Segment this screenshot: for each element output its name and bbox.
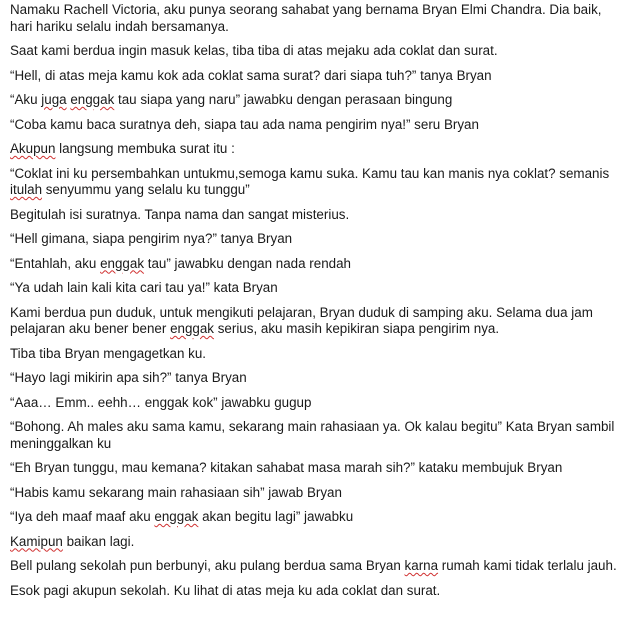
paragraph-text: senyummu yang selalu ku tunggu” (42, 182, 250, 197)
paragraph-text: “Coba kamu baca suratnya deh, siapa tau ada nama pengirim nya!” seru Bryan (10, 116, 479, 132)
paragraph-text: Begitulah isi suratnya. Tanpa nama dan sangat misterius. (10, 206, 350, 222)
paragraph-text: Bell pulang sekolah pun berbunyi, aku pulang berdua sama Bryan (10, 558, 405, 573)
paragraph-text: serius, aku masih kepikiran siapa pengirim nya. (214, 321, 500, 336)
paragraph-text: “Entahlah, aku (10, 255, 101, 271)
story-paragraph (10, 305, 625, 338)
paragraph-text: Tiba tiba Bryan mengagetkan ku. (10, 345, 207, 361)
paragraph-text: rumah kami tidak terlalu jauh. (438, 558, 617, 573)
story-paragraph (10, 583, 625, 600)
paragraph-text: Kami berdua pun duduk, untuk mengikuti pelajaran, Bryan duduk di samping aku. Selama dua jam pelajaran aku bener bener (10, 304, 593, 336)
story-paragraph (10, 280, 625, 297)
story-paragraph (10, 395, 625, 412)
story-paragraph (10, 558, 625, 575)
story-paragraph (10, 68, 625, 85)
paragraph-text: “Eh Bryan tunggu, mau kemana? kitakan sahabat masa marah sih?” kataku membujuk Bryan (10, 460, 563, 475)
story-paragraph (10, 346, 625, 363)
story-paragraph (10, 231, 625, 248)
paragraph-text: “Hell gimana, siapa pengirim nya?” tanya Bryan (10, 231, 293, 246)
story-paragraph (10, 92, 625, 109)
story-paragraph (10, 117, 625, 134)
misspelled-word: itulah (10, 182, 43, 197)
story-paragraph (10, 166, 625, 199)
paragraph-text: “Coklat ini ku persembahkan untukmu,semoga kamu suka. Kamu tau kan manis nya coklat? semanis (10, 165, 610, 181)
story-paragraph (10, 419, 625, 452)
paragraph-text: Saat kami berdua ingin masuk kelas, tiba tiba di atas mejaku ada coklat dan surat. (10, 43, 498, 58)
misspelled-word: Akupun (10, 141, 56, 156)
paragraph-text: langsung membuka surat itu : (55, 141, 235, 156)
story-paragraph (10, 534, 625, 551)
paragraph-text: “Hayo lagi mikirin apa sih?” tanya Bryan (10, 370, 247, 385)
paragraph-text: tau siapa yang naru” jawabku dengan perasaan bingung (114, 92, 453, 107)
paragraph-text: tau” jawabku dengan nada rendah (144, 255, 351, 271)
paragraph-text: “Hell, di atas meja kamu kok ada coklat sama surat? dari siapa tuh?” tanya Bryan (10, 67, 492, 83)
misspelled-word: enggak (100, 255, 145, 271)
paragraph-text: Namaku Rachell Victoria, aku punya seorang sahabat yang bernama Bryan Elmi Chandra. Dia baik, hari hariku selalu indah bersamanya. (10, 2, 602, 34)
paragraph-text: akan begitu lagi” jawabku (198, 509, 354, 524)
story-paragraph (10, 141, 625, 158)
misspelled-word: Kamipun (10, 533, 63, 549)
misspelled-word: enggak (70, 92, 115, 107)
story-paragraph (10, 43, 625, 60)
story-paragraph (10, 460, 625, 477)
paragraph-text: Esok pagi akupun sekolah. Ku lihat di atas meja ku ada coklat dan surat. (10, 582, 441, 598)
paragraph-text: “Aaa… Emm.. eehh… enggak kok” jawabku gugup (10, 394, 312, 410)
misspelled-word: karna (404, 558, 439, 573)
story-paragraph (10, 207, 625, 224)
story-paragraph (10, 509, 625, 526)
misspelled-word: enggak (170, 321, 214, 336)
story-paragraph (10, 370, 625, 387)
story-paragraph (10, 2, 625, 35)
misspelled-word: enggak (154, 509, 199, 524)
paragraph-text: “Bohong. Ah males aku sama kamu, sekarang main rahasiaan ya. Ok kalau begitu” Kata Bryan sambil meninggalkan ku (10, 419, 615, 451)
story-paragraph (10, 256, 625, 273)
paragraph-text: “Aku (10, 92, 42, 107)
paragraph-text: “Ya udah lain kali kita cari tau ya!” kata Bryan (10, 280, 278, 295)
paragraph-text: baikan lagi. (62, 533, 135, 549)
paragraph-text: “Iya deh maaf maaf aku (10, 509, 155, 524)
document-body (10, 2, 625, 607)
paragraph-text: “Habis kamu sekarang main rahasiaan sih” jawab Bryan (10, 484, 342, 500)
misspelled-word: juga (41, 92, 67, 107)
story-paragraph (10, 485, 625, 502)
